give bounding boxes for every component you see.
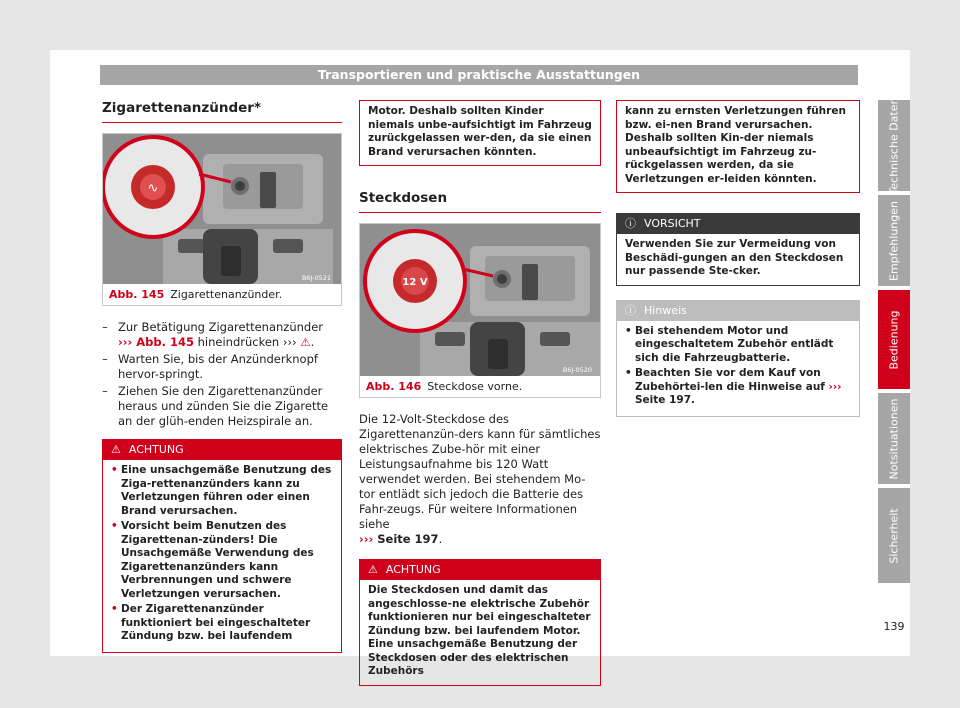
section-title-steckdosen: Steckdosen xyxy=(359,190,448,206)
title-underline xyxy=(102,122,342,123)
warning-item: • Eine unsachgemäße Benutzung des Ziga-rettenanzünders kann zu Verletzungen führen oder einen Brand verursachen. xyxy=(111,464,332,517)
warning-box xyxy=(102,439,342,653)
caution-header: ⓘ VORSICHT xyxy=(617,214,859,234)
note-body xyxy=(617,321,859,416)
step-item: – Warten Sie, bis der Anzünderknopf hervor-springt. xyxy=(102,352,318,381)
note-item: • Bei stehendem Motor und eingeschaltetem Zubehör entlädt sich die Fahrzeugbatterie. xyxy=(625,324,834,364)
page-link[interactable]: ››› Seite 197 xyxy=(359,532,439,546)
figure-146 xyxy=(359,223,601,398)
figure-link[interactable]: ››› Abb. 145 xyxy=(118,335,194,349)
column-middle xyxy=(359,100,601,686)
warning-body: Die Steckdosen und damit das angeschlosse-ne elektrische Zubehör funktionieren nur bei eingeschalteter Zündung bzw. bei laufendem Motor. Eine unsachgemäße Benutzung der Steckdosen oder des elektrischen Zubehörs xyxy=(368,584,591,677)
power-socket-illustration xyxy=(360,224,600,376)
warning-continuation-text: Motor. Deshalb sollten Kinder niemals unbe-aufsichtigt im Fahrzeug zurückgelassen wer-den, da sie einen Brand verursachen könnten. xyxy=(368,105,592,158)
warning-triangle-icon: ⚠ xyxy=(111,443,121,456)
page-header: Transportieren und praktische Ausstattungen xyxy=(100,65,858,85)
tab-sicherheit[interactable]: Sicherheit xyxy=(878,488,910,583)
tab-empfehlungen[interactable]: Empfehlungen xyxy=(878,195,910,286)
exclamation-circle-icon: ⓘ xyxy=(625,217,636,230)
tab-bedienung[interactable]: Bedienung xyxy=(878,290,910,389)
figure-caption-text: Steckdose vorne. xyxy=(427,380,523,393)
note-header: ⓘ Hinweis xyxy=(617,301,859,321)
warning-triangle-icon: ⚠ xyxy=(368,563,378,576)
note-item: • Beachten Sie vor dem Kauf von Zubehörtei-len die Hinweise auf ››› Seite 197. xyxy=(625,367,842,406)
tab-notsituationen[interactable]: Notsituationen xyxy=(878,393,910,484)
warning-header: ⚠ ACHTUNG xyxy=(360,560,600,580)
figure-code: B6J-0520 xyxy=(562,366,592,374)
warning-item: • Der Zigarettenanzünder funktioniert bei eingeschalteter Zündung bzw. bei laufendem xyxy=(111,603,311,642)
figure-ref: Abb. 146 xyxy=(366,380,422,393)
warning-body xyxy=(103,460,341,652)
warning-continuation-box xyxy=(359,100,601,166)
body-paragraph: Die 12-Volt-Steckdose des Zigarettenanzün-ders kann für sämtliches elektrisches Zube-hör mit einer Leistungsaufnahme bis 120 Watt verwendet werden. Bei stehendem Mo-tor entlädt sich jedoch die Batterie des Fahr-zeugs. Für weitere Informationen siehe ››› Seite 197. xyxy=(359,412,601,546)
step-list xyxy=(102,320,342,429)
figure-caption xyxy=(360,376,600,397)
cigarette-lighter-illustration xyxy=(103,134,341,284)
step-item: – Ziehen Sie den Zigarettenanzünder heraus und zünden Sie die Zigarette an der glüh-enden Heizspirale an. xyxy=(102,384,329,428)
figure-caption xyxy=(103,284,341,305)
figure-code: B6J-0521 xyxy=(301,274,331,282)
figure-145 xyxy=(102,133,342,306)
title-underline xyxy=(359,212,601,213)
figure-caption-text: Zigarettenanzünder. xyxy=(170,288,283,301)
warning-item: • Vorsicht beim Benutzen des Zigarettenan-zünders! Die Unsachgemäße Verwendung des Zigarettenanzünders kann Verbrennungen und schwere Verletzungen verursachen. xyxy=(111,520,314,600)
note-box xyxy=(616,300,860,417)
warning-continuation-box xyxy=(616,100,860,193)
step-item: – Zur Betätigung Zigarettenanzünder ››› Abb. 145 hineindrücken ››› ⚠. xyxy=(102,320,324,349)
page-link[interactable]: ››› Seite 197 xyxy=(635,380,842,406)
info-icon: ⓘ xyxy=(625,303,636,317)
column-right xyxy=(616,100,860,417)
warning-header: ⚠ ACHTUNG xyxy=(103,440,341,460)
column-left xyxy=(102,100,342,653)
svg-text:∿: ∿ xyxy=(147,181,159,196)
socket-label: 12 V xyxy=(402,277,428,288)
warning-continuation-text: kann zu ernsten Verletzungen führen bzw. ei-nen Brand verursachen. Deshalb sollten Kin-der niemals unbeaufsichtigt im Fahrzeug zu-rückgelassen werden, da sie Verletzungen er-leiden könnten. xyxy=(625,105,846,185)
warning-box xyxy=(359,559,601,686)
page-number: 139 xyxy=(883,620,905,633)
caution-body: Verwenden Sie zur Vermeidung von Beschädi-gungen an den Steckdosen nur passende Ste-cker. xyxy=(625,238,844,277)
section-title-zigarettenanzuender: Zigarettenanzünder* xyxy=(102,100,262,116)
warning-triangle-icon: ⚠ xyxy=(300,335,311,349)
figure-ref: Abb. 145 xyxy=(109,288,165,301)
caution-box xyxy=(616,213,860,286)
tab-technische-daten[interactable]: Technische Daten xyxy=(878,100,910,191)
